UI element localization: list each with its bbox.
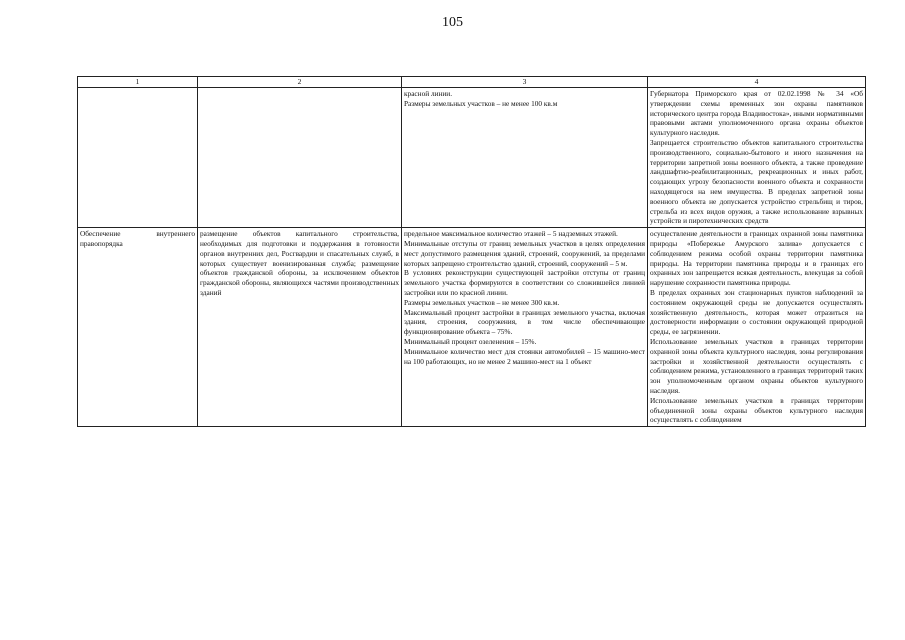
row1-col3-paragraph: красной линии.: [404, 89, 453, 98]
header-cell-3: 3: [402, 77, 648, 88]
row2-col4-paragraph: осуществление деятельности в границах охранной зоны памятника природы «Побережье Амурского залива» допускается с соблюдением режима особой охраны территории памятника природы. На территории памятника природы и в границах его охранных зон запрещается всякая деятельность, влекущая за собой нарушение сохранности памятника природы.: [650, 229, 863, 288]
row2-col3-paragraph: предельное максимальное количество этажей – 5 надземных этажей.: [404, 229, 618, 239]
row1-col3: [402, 88, 648, 228]
page-number: 105: [442, 15, 463, 30]
row2-col3-paragraph: Максимальный процент застройки в границах земельного участка, включая здания, строения, сооружения, в том числе обеспечивающие функционирование объекта – 75%.: [404, 307, 645, 337]
row2-col1: Обеспечение внутреннего правопорядка: [78, 228, 198, 427]
table-row: [78, 228, 866, 427]
row2-col3-paragraph: В условиях реконструкции существующей застройки отступы от границ земельного участка формируются в соответствии со сложившейся линией застройки или по красной линии.: [404, 268, 645, 297]
row2-col4: [648, 228, 866, 427]
row2-col3-paragraph: Минимальное количество мест для стоянки автомобилей – 15 машино-мест на 100 работающих, но не менее 2 машино-мест на 1 объект: [404, 346, 645, 366]
row1-col4: [648, 88, 866, 228]
row2-col3-paragraph: Размеры земельных участков – не менее 300 кв.м.: [404, 297, 560, 307]
header-cell-4: 4: [648, 77, 866, 88]
row1-col2: [198, 88, 402, 228]
header-cell-1: 1: [78, 77, 198, 88]
row2-col4-paragraph: Использование земельных участков в границах территории объединенной зоны охраны объектов культурного наследия осуществлять с соблюдением: [650, 395, 863, 425]
table-row: [78, 88, 866, 228]
row2-col3: [402, 228, 648, 427]
row2-col4-paragraph: В пределах охранных зон стационарных пунктов наблюдений за состоянием окружающей среды не допускается осуществлять хозяйственную деятельность, которая может отразиться на достоверности информации о состоянии окружающей природной среды, ее загрязнении.: [650, 287, 863, 337]
row1-col4-paragraph: Запрещается строительство объектов капитального строительства производственного, социально-бытового и иного назначения на территории запретной зоны военного объекта, а также проведение ландшафтно-реабилитационных, рекреационных и иных работ, создающих угрозу безопасности военного объекта и сохранности находящегося на нем имущества. В пределах запретной зоны военного объекта не допускается устройство стрельбищ и тиров, стрельба из всех видов оружия, а также использование взрывных устройств и пиротехнических средств: [650, 137, 863, 226]
row2-col3-paragraph: Минимальный процент озеленения – 15%.: [404, 336, 537, 346]
row2-col4-paragraph: Использование земельных участков в границах территории охранной зоны объекта культурного наследия, зоны регулирования застройки и хозяйственной деятельности осуществлять с соблюдением режима, установленного в границах территорий таких зон уполномоченным органом охраны объектов культурного наследия.: [650, 336, 863, 395]
row2-col3-paragraph: Минимальные отступы от границ земельных участков в целях определения мест допустимого размещения зданий, строений, сооружений, за пределами которых запрещено строительство зданий, строений, сооружений – 5 м.: [404, 238, 645, 268]
header-cell-2: 2: [198, 77, 402, 88]
row1-col1: [78, 88, 198, 228]
regulations-table: [77, 76, 866, 427]
row2-col2: размещение объектов капитального строительства, необходимых для подготовки и поддержания в готовности органов внутренних дел, Росгвардии и спасательных служб, в которых существует военизированная служба; размещение объектов гражданской обороны, за исключением объектов гражданской обороны, являющихся частями производственных зданий: [198, 228, 402, 427]
row1-col3-paragraph: Размеры земельных участков – не менее 100 кв.м: [404, 98, 558, 108]
row1-col4-paragraph: Губернатора Приморского края от 02.02.1998 № 34 «Об утверждении схемы временных зон охраны памятников исторического центра города Владивостока», иными нормативными правовыми актами уполномоченного органа охраны объектов культурного наследия.: [650, 89, 863, 138]
table-header-row: [78, 77, 866, 88]
